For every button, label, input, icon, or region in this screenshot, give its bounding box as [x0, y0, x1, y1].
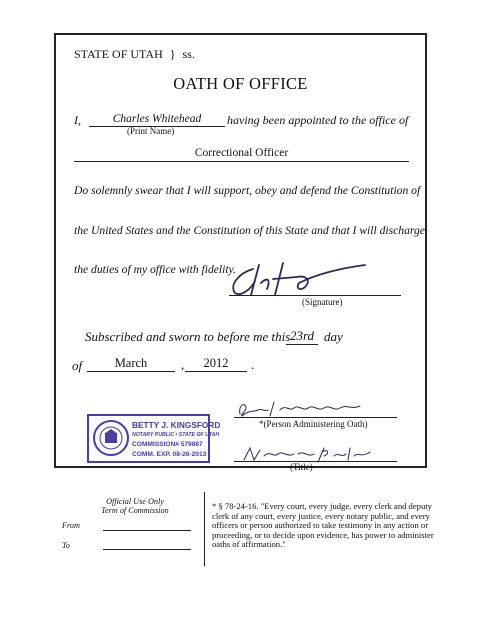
signature-mark [225, 255, 375, 300]
appointed-text: having been appointed to the office of [227, 113, 409, 127]
bottom-divider [204, 492, 205, 566]
notary-stamp [87, 414, 221, 463]
day-field: 23rd [286, 328, 318, 345]
date-comma: , [181, 357, 185, 372]
title-line [234, 461, 397, 462]
signature-line [229, 295, 401, 296]
state-header [74, 47, 195, 62]
term-of-commission: Term of Commission [101, 506, 169, 515]
stamp-name: BETTY J. KINGSFORD [132, 420, 221, 430]
date-period: . [251, 357, 255, 372]
document-title: OATH OF OFFICE [173, 74, 308, 93]
sworn-text: Subscribed and sworn to before me this [85, 329, 291, 344]
administrator-line [234, 417, 397, 418]
from-label: From [62, 521, 80, 530]
stamp-line-3: COMMISSION# 579867 [132, 441, 203, 448]
oath-line-2: the United States and the Constitution of this State and that I will discharge [74, 224, 425, 237]
bracket: } [169, 47, 176, 61]
oath-line-1: Do solemnly swear that I will support, obey and defend the Constitution of [74, 184, 421, 197]
to-line [103, 549, 191, 550]
administrator-caption: *(Person Administering Oath) [259, 419, 368, 429]
statute-text: * § 78-24-16. "Every court, every judge, every clerk and deputy clerk of any court, every justice, every notary public, and every officers or person authorized to take testimony in any action or proceeding, or to decide upon evidence, has power to administer oaths of affirmation." [212, 501, 434, 550]
from-line [103, 530, 191, 531]
oath-line-3: the duties of my office with fidelity. [74, 263, 236, 276]
stamp-line-4: COMM. EXP. 08-26-2013 [132, 451, 207, 458]
to-label: To [62, 541, 70, 550]
stamp-line-2: NOTARY PUBLIC • STATE OF UTAH [132, 432, 220, 438]
of-word: of [72, 358, 83, 373]
notary-seal-icon [92, 419, 130, 457]
signature-caption: (Signature) [302, 297, 343, 307]
print-name-caption: (Print Name) [127, 126, 175, 136]
ss-label: ss. [182, 47, 195, 61]
state-label: STATE OF UTAH [74, 47, 163, 61]
month-field: March [87, 356, 175, 372]
year-field: 2012 [185, 356, 247, 372]
prefix-i: I, [74, 113, 81, 127]
print-name-field: Charles Whitehead [89, 112, 225, 127]
day-word: day [324, 329, 343, 344]
office-field: Correctional Officer [74, 147, 409, 162]
title-caption: (Title) [290, 462, 313, 472]
official-use-title: Official Use Only [106, 497, 164, 506]
